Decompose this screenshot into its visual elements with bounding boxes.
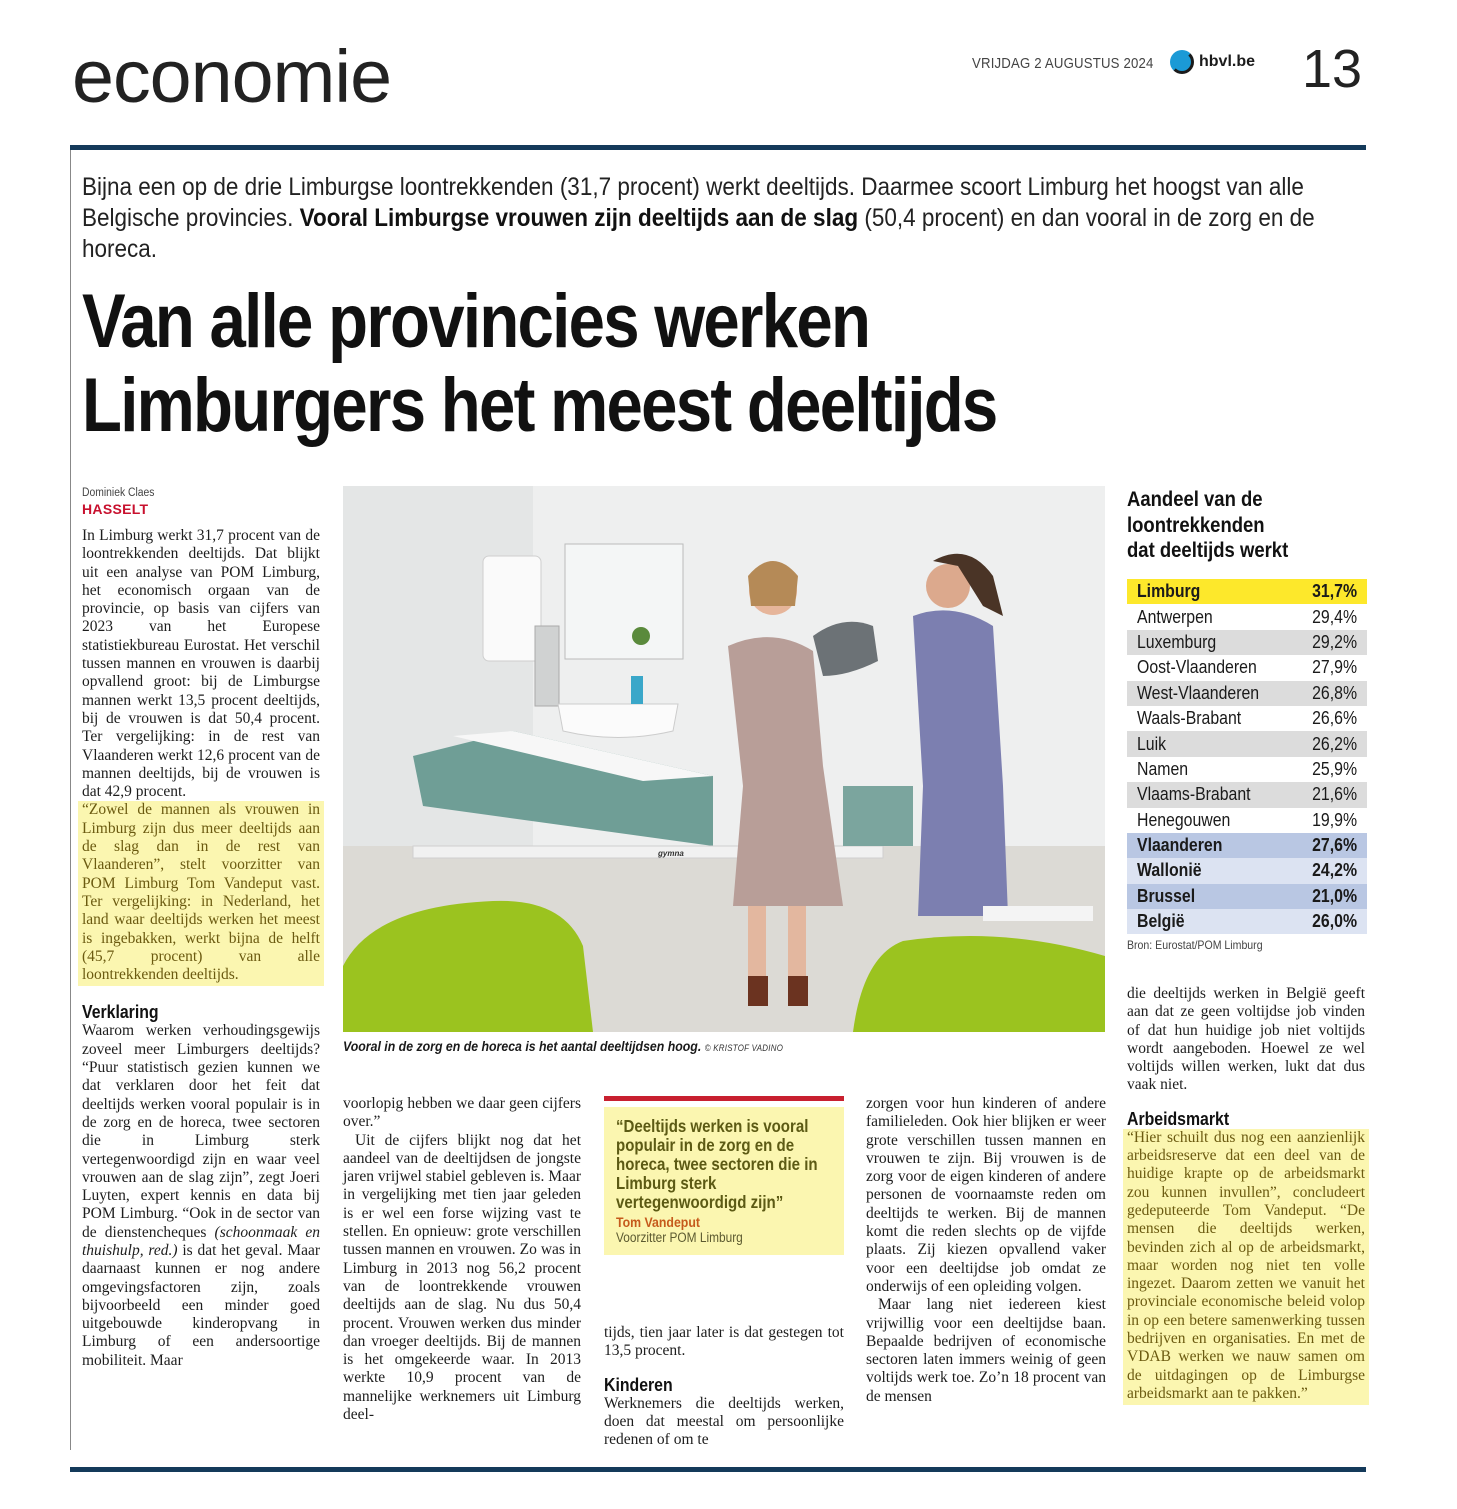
stats-row-label: Wallonië	[1137, 860, 1202, 881]
stats-row-value: 21,0%	[1312, 885, 1357, 906]
paragraph: Uit de cijfers blijkt nog dat het aandeel van de deeltijdsen de jongste jaren vrijwel stabiel gebleven is. Maar in vergelijking met tien jaar geleden is er wel een forse wijzing vast te stellen. En opnieuw: grote verschillen tussen mannen en vrouwen. Zo was in Limburg in 2013 nog 56,2 procent van de loontrekkende vrouwen deeltijds aan de slag. Nu dus 50,4 procent. Vrouwen werken dus minder dan vroeger deeltijds. Bij de mannen is het omgekeerde waar. In 2013 werkte 10,9 procent van de mannelijke werknemers uit Limburg deel-	[343, 1131, 581, 1424]
publication-date: VRIJDAG 2 AUGUSTUS 2024	[972, 55, 1154, 72]
paragraph-text: Waarom werken verhoudingsgewijs zoveel meer Limburgers deeltijds? “Puur statistisch gezien kunnen we dat verklaren door het feit dat deeltijds werken vooral populair is in de zorg en de horeca, twee sectoren die in Limburg sterk vertegenwoordigd zijn en waar veel vrouwen aan de slag zijn”, zegt Joeri Luyten, expert kennis en data bij POM Limburg. “Ook in de sector van de dienstencheques	[82, 1022, 320, 1241]
site-name: hbvl.be	[1199, 53, 1256, 70]
table-title-line: dat deeltijds werkt	[1127, 539, 1289, 562]
highlighted-quote: “Zowel de mannen als vrouwen in Limburg zijn dus meer deeltijds aan de slag dan in de rest van Vlaanderen”, stelt voorzitter van POM Limburg Tom Vandeput vast. Ter vergelijking: in Nederland, het land waar deeltijds werken het meest is ingebakken, werkt bijna de helft (45,7 procent) van alle loontrekkenden deeltijds.	[78, 801, 324, 986]
column-4	[866, 1095, 1106, 1406]
stats-row-value: 29,4%	[1312, 606, 1357, 627]
stats-row-label: West-Vlaanderen	[1137, 682, 1260, 703]
paragraph-italic: (schoonmaak en thuishulp, red.)	[82, 1223, 320, 1259]
stats-row-namen	[1127, 757, 1367, 782]
stats-row-value: 26,8%	[1312, 682, 1357, 703]
article-intro	[82, 172, 1342, 265]
headline-line: Limburgers het meest deeltijds	[82, 363, 997, 448]
stats-row-value: 19,9%	[1312, 809, 1357, 830]
stats-row-vlaanderen	[1127, 833, 1367, 858]
stats-row-value: 31,7%	[1312, 581, 1357, 602]
table-brand-label: gymna	[658, 849, 684, 858]
stats-row-label: Luxemburg	[1137, 631, 1217, 652]
stats-row-waals-brabant	[1127, 706, 1367, 731]
stats-row-label: Waals-Brabant	[1137, 708, 1242, 729]
subheading: Verklaring	[82, 1002, 159, 1023]
stats-row-luik	[1127, 731, 1367, 756]
pull-quote-author: Tom Vandeput	[616, 1214, 700, 1230]
stats-row-west-vlaanderen	[1127, 681, 1367, 706]
stats-row-oost-vlaanderen	[1127, 655, 1367, 680]
table-source: Bron: Eurostat/POM Limburg	[1127, 938, 1263, 952]
stats-row-vlaams-brabant	[1127, 782, 1367, 807]
stats-row-label: België	[1137, 911, 1185, 932]
photo-caption	[343, 1038, 1135, 1054]
highlighted-quote: “Hier schuilt dus nog een aanzienlijk arbeidsreserve dat een deel van de huidige krapte op de arbeidsmarkt zou kunnen invullen”, concludeert gedeputeerde Tom Vandeput. “De mensen die deeltijds werken, bevinden zich al op de arbeidsmarkt, maar worden nog niet ten volle ingezet. Daarom zetten we vanuit het provinciale economische beleid volop in op een betere samenwerking tussen bedrijven en organisaties. En met de VDAB werken we nauw samen om de uitdagingen op de Limburgse arbeidsmarkt aan te pakken.”	[1123, 1129, 1369, 1405]
dateline-location: HASSELT	[82, 501, 149, 517]
paragraph: tijds, tien jaar later is dat gestegen tot 13,5 procent.	[604, 1324, 844, 1360]
stats-row-antwerpen	[1127, 604, 1367, 629]
pull-quote-bar	[604, 1096, 844, 1101]
pull-quote-body	[604, 1107, 844, 1255]
stats-row-value: 25,9%	[1312, 758, 1357, 779]
photo-credit: © KRISTOF VADINO	[704, 1043, 784, 1053]
section-title: economie	[72, 35, 392, 118]
stats-row-label: Brussel	[1137, 885, 1196, 906]
intro-bold: Vooral Limburgse vrouwen zijn deeltijds aan de slag	[299, 204, 859, 232]
headline	[82, 280, 1372, 448]
stats-row-luxemburg	[1127, 630, 1367, 655]
left-border	[70, 150, 71, 1450]
intro-text: Bijna een op de drie Limburgse loontrekkenden (31,7 procent) werkt deeltijds. Daarmee scoort Limburg het hoogst van alle Belgische provincies.	[82, 173, 1304, 232]
table-title-line: Aandeel van de	[1127, 488, 1263, 511]
caption-text: Vooral in de zorg en de horeca is het aantal deeltijdsen hoog.	[343, 1038, 702, 1054]
column-5	[1127, 985, 1365, 1405]
hbvl-logo-icon	[1170, 50, 1194, 74]
table-title-line: loontrekkenden	[1127, 513, 1265, 537]
site-logo[interactable]	[1170, 50, 1255, 74]
stats-row-value: 29,2%	[1312, 631, 1357, 652]
stats-row-henegouwen	[1127, 808, 1367, 833]
paragraph: die deeltijds werken in België geeft aan dat ze geen voltijdse job vinden of dat hun huidige job niet voltijds wordt aangeboden. Hoewel ze wel voltijds willen werken, lukt dat dus vaak niet.	[1127, 985, 1365, 1094]
stats-row-label: Vlaams-Brabant	[1137, 784, 1251, 805]
stats-row-value: 27,9%	[1312, 657, 1357, 678]
stats-row-brussel	[1127, 884, 1367, 909]
column-1	[82, 527, 320, 1370]
stats-row-wallonië	[1127, 858, 1367, 883]
top-rule	[70, 145, 1366, 150]
column-2	[343, 1095, 581, 1424]
stats-row-label: Limburg	[1137, 581, 1201, 602]
paragraph: zorgen voor hun kinderen of andere familieleden. Ook hier blijken er weer grote verschillen tussen mannen en vrouwen te zijn. Bij vrouwen is de zorg voor de eigen kinderen of andere personen de voornaamste reden om deeltijds te werken. Bij de mannen komt die reden slechts op de vijfde plaats. Zij kiezen opvallend vaker voor een deeltijdse job omdat ze onderwijs of een opleiding volgen.	[866, 1095, 1106, 1295]
photo-illustration	[343, 486, 1105, 1032]
stats-row-value: 26,0%	[1312, 911, 1357, 932]
stats-row-value: 26,6%	[1312, 708, 1357, 729]
subheading: Arbeidsmarkt	[1127, 1108, 1230, 1129]
stats-row-value: 24,2%	[1312, 860, 1357, 881]
article-photo	[343, 486, 1105, 1032]
stats-row-value: 27,6%	[1312, 835, 1357, 856]
paragraph: voorlopig hebben we daar geen cijfers over.”	[343, 1095, 581, 1131]
stats-row-label: Namen	[1137, 758, 1189, 779]
stats-row-label: Antwerpen	[1137, 606, 1213, 627]
stats-row-label: Luik	[1137, 733, 1167, 754]
paragraph: Maar lang niet iedereen kiest vrijwillig voor een deeltijdse baan. Bepaalde bedrijven of economische sectoren laten immers weinig of geen voltijds werk toe. Zo’n 18 procent van de mensen	[866, 1296, 1106, 1405]
stats-row-value: 21,6%	[1312, 784, 1357, 805]
paragraph: In Limburg werkt 31,7 procent van de loontrekkenden deeltijds. Dat blijkt uit een analyse van POM Limburg, het economisch orgaan van de provincie, op basis van cijfers van 2023 van het Europese statistiekbureau Eurostat. Het verschil tussen mannen en vrouwen is daarbij opvallend groot: bij de Limburgse mannen werkt 13,5 procent deeltijds, bij de vrouwen is dat 50,4 procent. Ter vergelijking: in de rest van Vlaanderen werkt 12,6 procent van de mannen deeltijds, bij de vrouwen is dat 42,9 procent.	[82, 527, 320, 801]
table-title	[1127, 487, 1373, 564]
intro-text-end: (50,4 procent) en dan vooral in de zorg en de horeca.	[82, 204, 1315, 263]
stats-row-limburg	[1127, 579, 1367, 604]
stats-row-label: Vlaanderen	[1137, 835, 1223, 856]
headline-line: Van alle provincies werken	[82, 279, 870, 364]
stats-table	[1127, 579, 1367, 934]
stats-row-value: 26,2%	[1312, 733, 1357, 754]
bottom-rule	[70, 1467, 1366, 1472]
byline: Dominiek Claes	[82, 487, 155, 499]
stats-row-label: Henegouwen	[1137, 809, 1231, 830]
subheading: Kinderen	[604, 1374, 673, 1395]
paragraph	[82, 1022, 320, 1370]
stats-row-label: Oost-Vlaanderen	[1137, 657, 1257, 678]
stats-row-belgië	[1127, 909, 1367, 934]
paragraph: Werknemers die deeltijds werken, doen dat meestal om persoonlijke redenen of om te	[604, 1394, 844, 1449]
column-3	[604, 1324, 844, 1449]
pull-quote-text: “Deeltijds werken is vooral populair in de zorg en de horeca, twee sectoren die in Limburg sterk vertegenwoordigd zijn”	[616, 1116, 818, 1212]
paragraph-text: is dat het geval. Maar daarnaast kunnen er nog andere omgevingsfactoren zijn, zoals bijvoorbeeld een minder goed uitgebouwde kinderopvang in Limburg of een andersoortige mobiliteit. Maar	[82, 1241, 320, 1369]
pull-quote	[604, 1096, 844, 1255]
pull-quote-role: Voorzitter POM Limburg	[616, 1230, 743, 1245]
page-number: 13	[1302, 39, 1363, 99]
